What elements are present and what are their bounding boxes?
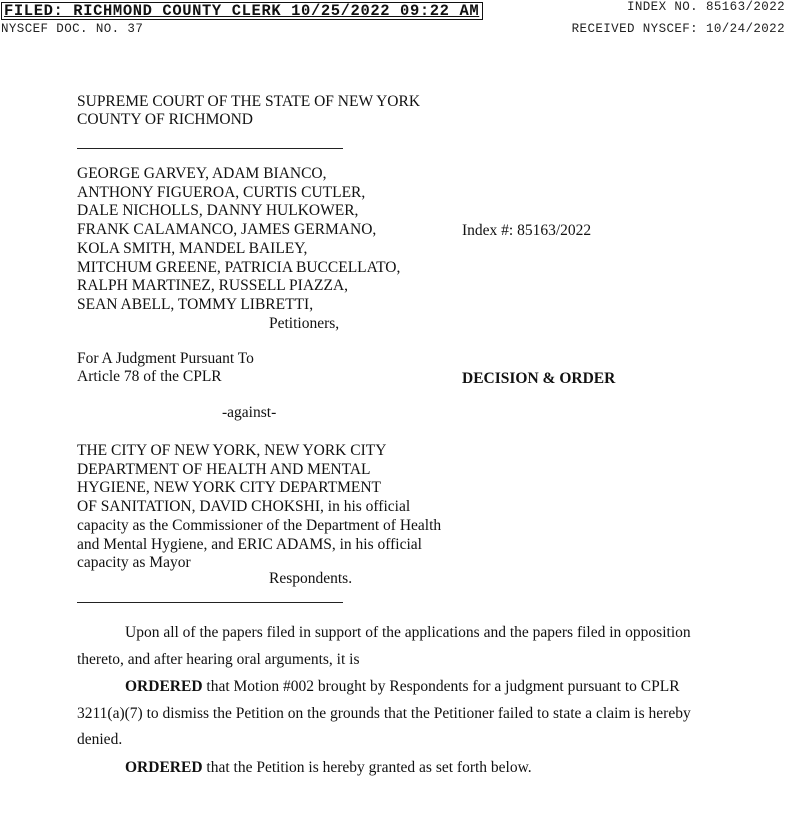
body-para1-line2: thereto, and after hearing oral arguments, it is [77,651,360,668]
ordered-label: ORDERED [125,678,203,695]
petitioner-line: SEAN ABELL, TOMMY LIBRETTI, [77,295,314,313]
petitioner-line: FRANK CALAMANCO, JAMES GERMANO, [77,221,377,239]
nyscef-doc-no: NYSCEF DOC. NO. 37 [1,22,144,36]
body-para2-text: that Motion #002 brought by Respondents for a judgment pursuant to CPLR [202,678,680,695]
body-para1-line1: Upon all of the papers filed in support of the applications and the papers filed in opposition [125,624,691,641]
ordered-label: ORDERED [125,759,203,776]
petitioner-line: ANTHONY FIGUEROA, CURTIS CUTLER, [77,183,366,201]
body-para3-text: that the Petition is hereby granted as set forth below. [202,759,532,776]
index-no: INDEX NO. 85163/2022 [626,0,785,14]
judgment-line-2: Article 78 of the CPLR [77,368,222,385]
caption-rule-top [77,148,343,149]
filed-stamp: FILED: RICHMOND COUNTY CLERK 10/25/2022 09:22 AM [1,2,483,20]
respondent-line: capacity as the Commissioner of the Department of Health [77,516,442,534]
petitioner-line: KOLA SMITH, MANDEL BAILEY, [77,239,308,257]
decision-title: DECISION & ORDER [462,370,616,387]
index-number: Index #: 85163/2022 [462,222,592,239]
respondent-line: OF SANITATION, DAVID CHOKSHI, in his official [77,498,411,516]
respondent-line: capacity as Mayor [77,554,191,572]
body-para3 [125,755,532,782]
respondent-line: THE CITY OF NEW YORK, NEW YORK CITY [77,442,387,459]
court-name: SUPREME COURT OF THE STATE OF NEW YORK [77,93,421,110]
respondents-block [77,442,441,573]
body-para2-line3: denied. [77,731,123,748]
respondents-role: Respondents. [269,570,353,587]
respondent-line: DEPARTMENT OF HEALTH AND MENTAL [77,460,371,478]
body-para2-line2: 3211(a)(7) to dismiss the Petition on the grounds that the Petitioner failed to state a claim is hereby [77,705,691,722]
respondent-line: HYGIENE, NEW YORK CITY DEPARTMENT [77,479,382,497]
received-nyscef: RECEIVED NYSCEF: 10/24/2022 [571,22,785,36]
respondent-line: and Mental Hygiene, and ERIC ADAMS, in his official [77,535,422,553]
court-county: COUNTY OF RICHMOND [77,111,253,128]
caption-rule-bottom [77,602,343,603]
body-para2-line1 [125,674,680,701]
petitioner-line: MITCHUM GREENE, PATRICIA BUCCELLATO, [77,258,401,276]
petitioners-block [77,165,400,315]
judgment-line-1: For A Judgment Pursuant To [77,350,254,367]
petitioner-line: GEORGE GARVEY, ADAM BIANCO, [77,165,327,182]
petitioner-line: RALPH MARTINEZ, RUSSELL PIAZZA, [77,277,349,295]
petitioners-role: Petitioners, [269,315,340,332]
petitioner-line: DALE NICHOLLS, DANNY HULKOWER, [77,202,359,220]
against-label: -against- [222,404,277,421]
